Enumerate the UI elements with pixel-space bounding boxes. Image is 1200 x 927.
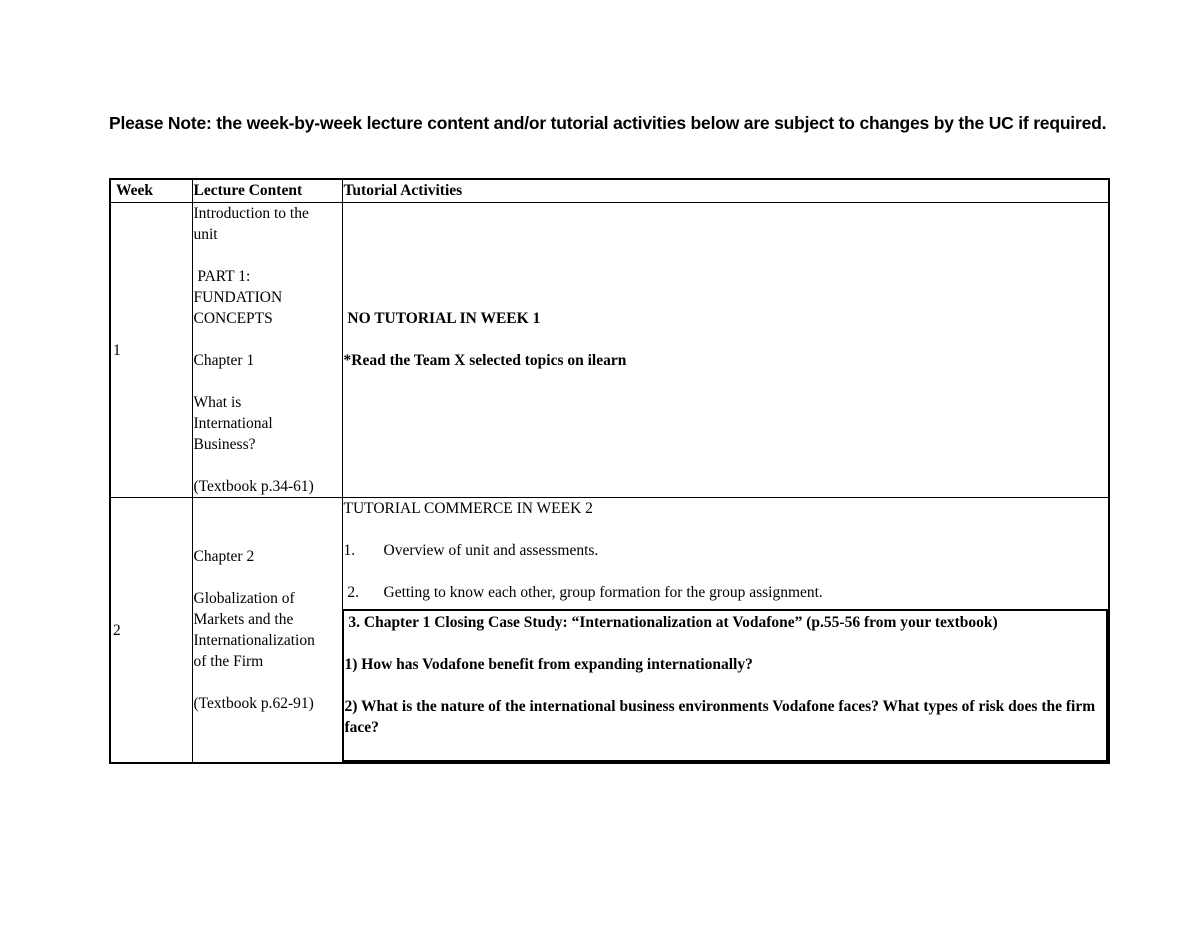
case-question-1: 1) How has Vodafone benefit from expanding internationally? (344, 656, 753, 673)
lecture-line: FUNDATION (193, 289, 283, 306)
lecture-line: Markets and the (193, 611, 294, 628)
lecture-line: CONCEPTS (193, 310, 273, 327)
lecture-line: Chapter 1 (193, 352, 255, 369)
header-lecture-content: Lecture Content (192, 179, 342, 203)
lecture-line: What is (193, 394, 242, 411)
lecture-line: PART 1: (193, 268, 251, 285)
item-text: Overview of unit and assessments. (383, 542, 599, 559)
item-number: 1. (343, 542, 356, 559)
lecture-line: Chapter 2 (193, 548, 255, 565)
tutorial-commerce-section (343, 498, 1109, 609)
table-header-row (110, 179, 1109, 203)
tutorial-item-1 (344, 540, 1107, 561)
table-row-week-1 (110, 203, 1109, 498)
tutorial-no-tutorial: NO TUTORIAL IN WEEK 1 (343, 310, 541, 327)
case-question-2: 2) What is the nature of the international business environments Vodafone faces? What types of risk does the firm face? (344, 698, 1096, 736)
lecture-line: Business? (193, 436, 256, 453)
week-number: 1 (110, 203, 192, 498)
lecture-line: of the Firm (193, 653, 264, 670)
lecture-line: unit (193, 226, 218, 243)
tutorial-week-1 (342, 203, 1109, 498)
case-study-box (342, 609, 1109, 762)
week-number: 2 (110, 498, 192, 764)
tutorial-commerce-heading: TUTORIAL COMMERCE IN WEEK 2 (343, 500, 593, 517)
item-number: 2. (343, 584, 359, 601)
lecture-line: Globalization of (193, 590, 295, 607)
tutorial-read-topics: *Read the Team X selected topics on ilearn (343, 352, 627, 369)
lecture-line: International (193, 415, 273, 432)
item-text: Getting to know each other, group formation for the group assignment. (383, 584, 823, 601)
lecture-line: (Textbook p.62-91) (193, 695, 314, 712)
header-week: Week (110, 179, 192, 203)
header-tutorial-activities: Tutorial Activities (342, 179, 1109, 203)
lecture-line: Introduction to the (193, 205, 309, 222)
lecture-line: Internationalization (193, 632, 315, 649)
page-note: Please Note: the week-by-week lecture content and/or tutorial activities below are subject to changes by the UC if required. (109, 113, 1107, 133)
tutorial-week-2 (342, 498, 1109, 764)
lecture-line: (Textbook p.34-61) (193, 478, 314, 495)
tutorial-item-2 (344, 582, 1107, 603)
lecture-content-week-2 (192, 498, 342, 764)
table-row-week-2 (110, 498, 1109, 764)
schedule-table (109, 178, 1110, 764)
lecture-content-week-1 (192, 203, 342, 498)
case-study-title: 3. Chapter 1 Closing Case Study: “Internationalization at Vodafone” (p.55-56 from your textbook) (344, 614, 998, 631)
